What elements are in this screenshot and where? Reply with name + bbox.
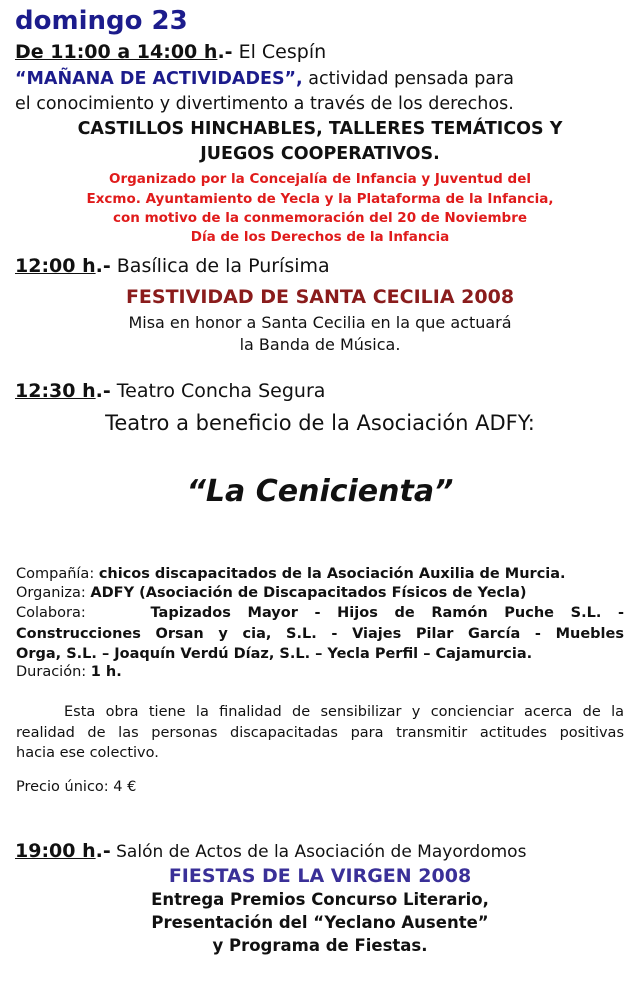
duration-label: Duración:: [16, 664, 91, 680]
event-3-time: 12:30 h: [15, 380, 96, 402]
event-2-time: 12:00 h: [15, 255, 96, 277]
duration-value: 1 h.: [90, 664, 122, 680]
collaborators-list-1: Tapizados Mayor - Hijos de Ramón Puche S.L. -: [150, 605, 625, 621]
play-title: “La Cenicienta”: [186, 474, 454, 509]
event-2-desc-1: Misa en honor a Santa Cecilia en la que actuará: [128, 313, 512, 332]
event-1-desc-1: actividad pensada para: [302, 69, 515, 89]
event-1-highlight-2: JUEGOS COOPERATIVOS.: [200, 144, 440, 164]
event-1-organizer-2: Excmo. Ayuntamiento de Yecla y la Plataforma de la Infancia,: [86, 191, 554, 207]
event-2-title: FESTIVIDAD DE SANTA CECILIA 2008: [125, 286, 515, 308]
organizer-label: Organiza:: [16, 585, 91, 601]
event-1-time: De 11:00 a 14:00 h: [15, 41, 218, 63]
collaborators-line-2: Construcciones Orsan y cia, S.L. - Viajes Pilar García - Muebles: [16, 625, 624, 642]
event-4-line-2: Presentación del “Yeclano Ausente”: [151, 913, 489, 932]
company-label: Compañía:: [16, 566, 99, 582]
event-1-place: El Cespín: [232, 41, 327, 63]
event-1-organizer-1: Organizado por la Concejalía de Infancia y Juventud del: [108, 171, 531, 187]
event-1-time-line: [15, 41, 326, 63]
event-1-highlight-1: CASTILLOS HINCHABLES, TALLERES TEMÁTICOS Y: [77, 119, 563, 139]
event-1-title-line: [15, 69, 514, 89]
event-2-time-line: [15, 255, 330, 277]
play-description-3: hacia ese colectivo.: [16, 745, 159, 761]
collaborators-block: [16, 603, 624, 665]
event-3-time-line: [15, 380, 325, 402]
organizer-value: ADFY (Asociación de Discapacitados Físicos de Yecla): [90, 585, 527, 601]
event-2-desc-2: la Banda de Música.: [239, 335, 401, 354]
event-4-separator: .-: [95, 840, 111, 862]
event-1-separator: .-: [217, 41, 233, 63]
event-4-time-line: [15, 840, 526, 862]
event-4-title: FIESTAS DE LA VIRGEN 2008: [168, 865, 472, 887]
event-3-subtitle: Teatro a beneficio de la Asociación ADFY:: [105, 411, 535, 435]
collaborators-line-3: Orga, S.L. – Joaquín Verdú Díaz, S.L. – Yecla Perfil – Cajamurcia.: [16, 646, 533, 662]
event-4-time: 19:00 h: [15, 840, 96, 862]
event-1-organizer-3: con motivo de la conmemoración del 20 de Noviembre: [112, 210, 528, 226]
event-1-title: “MAÑANA DE ACTIVIDADES”,: [15, 69, 303, 89]
play-description-1: Esta obra tiene la finalidad de sensibilizar y concienciar acerca de la: [64, 704, 624, 720]
organizer-line: [16, 585, 527, 601]
day-heading: domingo 23: [15, 6, 188, 36]
company-line: [16, 566, 566, 582]
price: Precio único: 4 €: [16, 779, 137, 795]
collaborators-line-1: [16, 603, 624, 624]
company-value: chicos discapacitados de la Asociación Auxilia de Murcia.: [98, 566, 566, 582]
event-1-desc-2: el conocimiento y divertimento a través de los derechos.: [15, 94, 514, 114]
play-description: [16, 702, 624, 764]
event-2-separator: .-: [95, 255, 111, 277]
collaborators-label: Colabora:: [16, 605, 86, 621]
event-3-place: Teatro Concha Segura: [110, 380, 326, 402]
event-3-separator: .-: [95, 380, 111, 402]
event-2-place: Basílica de la Purísima: [110, 255, 330, 277]
duration-line: [16, 664, 122, 680]
event-4-line-1: Entrega Premios Concurso Literario,: [151, 890, 489, 909]
event-4-line-3: y Programa de Fiestas.: [212, 936, 428, 955]
play-description-2: realidad de las personas discapacitadas para transmitir actitudes positivas: [16, 724, 624, 741]
event-1-organizer-4: Día de los Derechos de la Infancia: [190, 229, 450, 245]
event-4-place: Salón de Actos de la Asociación de Mayordomos: [110, 842, 527, 862]
